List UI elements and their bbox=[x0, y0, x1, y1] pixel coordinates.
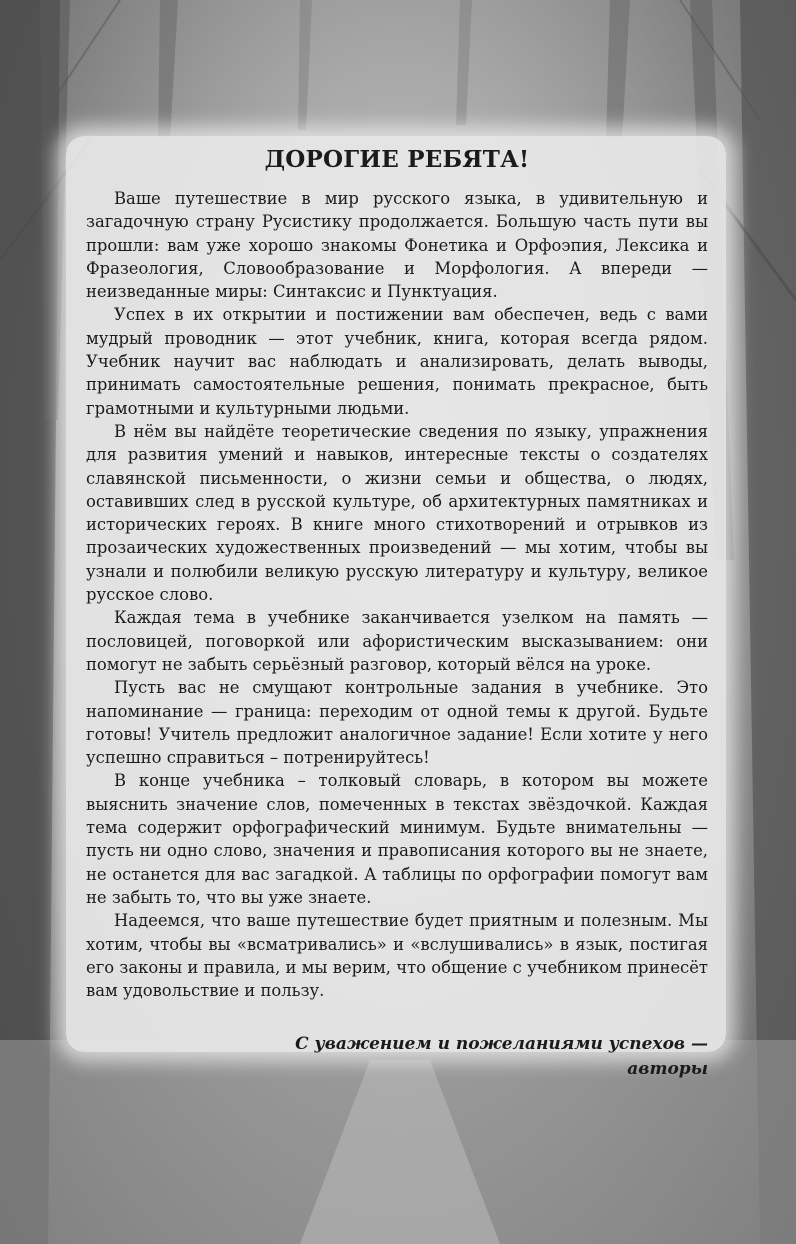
closing-signature bbox=[86, 1032, 708, 1082]
page-content bbox=[86, 146, 708, 1082]
paragraph-wishes: Надеемся, что ваше путешествие будет приятным и полезным. Мы хотим, чтобы вы «всматривались» и «вслушивались» в язык, постигая его законы и правила, и мы верим, что общение с учебником принесёт вам удовольствие и пользу. bbox=[86, 911, 708, 1001]
authors-signature: авторы bbox=[627, 1059, 708, 1080]
closing-line: С уважением и пожеланиями успехов — bbox=[295, 1034, 708, 1055]
page-title: ДОРОГИЕ РЕБЯТА! bbox=[264, 146, 530, 173]
paragraph-guide: Успех в их открытии и постижении вам обеспечен, ведь с вами мудрый проводник — этот учебник, книга, которая всегда рядом. Учебник научит вас наблюдать и анализировать, делать выводы, принимать самостоятельные решения, понимать прекрасное, быть грамотными и культурными людьми. bbox=[86, 305, 708, 418]
paragraph-intro: Ваше путешествие в мир русского языка, в удивительную и загадочную страну Русистику продолжается. Большую часть пути вы прошли: вам уже хорошо знакомы Фонетика и Орфоэпия, Лексика и Фразеология, Словообразование и Морфология. А впереди — неизведанные миры: Синтаксис и Пунктуация. bbox=[86, 189, 708, 302]
paragraph-content: В нём вы найдёте теоретические сведения по языку, упражнения для развития умений и навыков, интересные тексты о создателях славянской письменности, о жизни семьи и общества, о людях, оставивших след в русской культуре, об архитектурных памятниках и исторических героях. В книге много стихотворений и отрывков из прозаических художественных произведений — мы хотим, чтобы вы узнали и полюбили великую русскую литературу и культуру, великое русское слово. bbox=[86, 421, 708, 605]
paragraph-control-tasks: Пусть вас не смущают контрольные задания в учебнике. Это напоминание — граница: переходим от одной темы к другой. Будьте готовы! Учитель предложит аналогичное задание! Если хотите у него успешно справиться – потренируйтесь! bbox=[86, 678, 708, 768]
paragraph-memory-knot: Каждая тема в учебнике заканчивается узелком на память — пословицей, поговоркой или афористическим высказыванием: они помогут не забыть серьёзный разговор, который вёлся на уроке. bbox=[86, 608, 708, 674]
paragraph-dictionary: В конце учебника – толковый словарь, в котором вы можете выяснить значение слов, помеченных в текстах звёздочкой. Каждая тема содержит орфографический минимум. Будьте внимательны — пусть ни одно слово, значения и правописания которого вы не знаете, не останется для вас загадкой. А таблицы по орфографии помогут вам не забыть то, что вы уже знаете. bbox=[86, 771, 708, 907]
